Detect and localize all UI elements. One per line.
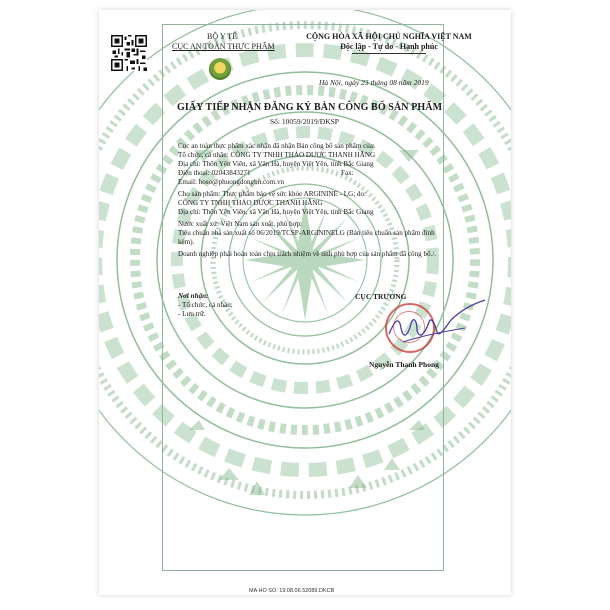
body-line-fax: Fax: <box>341 169 354 177</box>
body-line-3: Địa chỉ: Thôn Yên Viên, xã Vân Hà, huyện Việt Yên, tỉnh Bắc Giang <box>178 160 374 168</box>
body-line-10: Tiêu chuẩn nhà sản xuất số 06/2019/TCSP-ARGININELG (Bản tiêu chuẩn sản phẩm đính <box>178 229 435 237</box>
document-number: Số: 10059/2019/ĐKSP <box>270 117 339 126</box>
dossier-code: MA HO SO: 19.08.06.52089.DKCB <box>249 588 335 594</box>
agency-name: CỤC AN TOÀN THỰC PHẨM <box>172 42 275 51</box>
body-line-phone: Điện thoại: 02043843271 <box>178 169 251 177</box>
issuing-authority <box>172 32 275 52</box>
signer-name: Nguyễn Thanh Phong <box>369 360 439 369</box>
recipient-item: - Lưu trữ. <box>178 310 206 318</box>
body-line-1: Cục an toàn thực phẩm xác nhận đã nhận Bản công bố sản phẩm của: <box>178 142 375 150</box>
agency-logo-icon <box>209 58 231 80</box>
national-heading <box>294 32 484 52</box>
national-motto: Độc lập - Tự do - Hạnh phúc <box>340 42 438 51</box>
body-line-2: Tổ chức, cá nhân: CÔNG TY TNHH THẢO DƯỢC THANH HẰNG <box>178 151 376 159</box>
body-line-8: Địa chỉ: Thôn Yên Viên, xã Vân Hà, huyện Việt Yên, tỉnh Bắc Giang <box>178 208 374 216</box>
issue-date: Hà Nội, ngày 23 tháng 08 năm 2019 <box>319 78 429 87</box>
signer-title: CỤC TRƯỞNG <box>355 292 407 301</box>
recipients-heading: Nơi nhận: <box>178 292 209 300</box>
body-line-email: Email: hoso@phuongdongbn.com.vn <box>178 178 285 186</box>
body-line-9: Nước xuất xứ: Việt Nam sản xuất, phù hợp: <box>178 220 302 228</box>
body-line-11: kèm). <box>178 238 195 246</box>
recipient-item: - Tổ chức, cá nhân; <box>178 301 233 309</box>
document-title: GIẤY TIẾP NHẬN ĐĂNG KÝ BẢN CÔNG BỐ SẢN PHẨM <box>177 102 443 113</box>
body-line-6: Cho sản phẩm: Thực phẩm bảo vệ sức khỏe ARGININE - LG; do: <box>178 190 367 198</box>
country-name: CỘNG HÒA XÃ HỘI CHỦ NGHĨA VIỆT NAM <box>306 32 472 41</box>
qr-code <box>111 35 147 71</box>
body-line-7: CÔNG TY TNHH THẢO DƯỢC THANH HẰNG <box>178 199 323 207</box>
document-page <box>99 10 511 595</box>
ministry-name: BỘ Y TẾ <box>207 32 237 41</box>
body-line-12: Doanh nghiệp phải hoàn toàn chịu trách nhiệm về tính phù hợp của sản phẩm đã công bố./. <box>178 250 437 258</box>
motto-underline <box>352 53 426 54</box>
handwritten-signature <box>381 298 491 353</box>
